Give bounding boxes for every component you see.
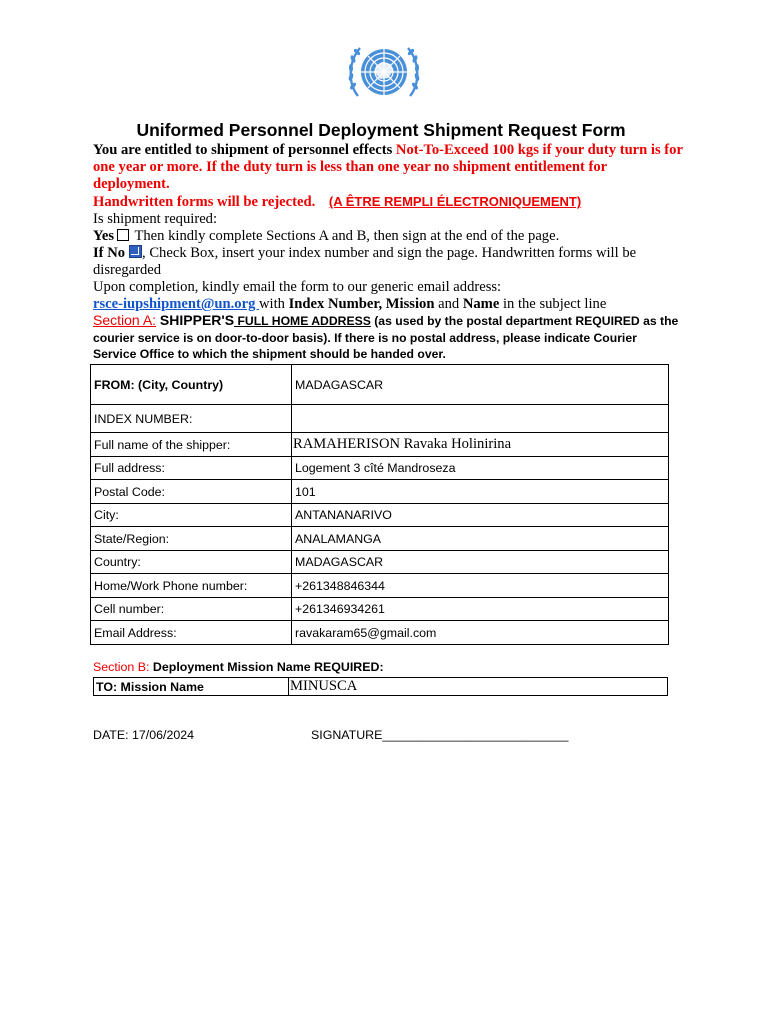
table-row <box>91 480 669 504</box>
table-row <box>91 551 669 574</box>
name-label: Full name of the shipper: <box>91 433 292 457</box>
section-b-label: Section B: <box>93 660 150 674</box>
country-label: Country: <box>91 551 292 574</box>
shipper-table <box>90 364 669 645</box>
table-row <box>91 504 669 527</box>
table-row <box>91 574 669 598</box>
city-field[interactable]: ANTANANARIVO <box>292 504 669 527</box>
handwritten-warning <box>93 193 683 211</box>
no-label: If No <box>93 245 126 261</box>
email-link[interactable]: rsce-iupshipment@un.org <box>93 296 260 312</box>
yes-label: Yes <box>93 228 115 244</box>
email-field[interactable]: ravakaram65@gmail.com <box>292 621 669 645</box>
mission-table <box>93 677 668 696</box>
shippers-text: SHIPPER'S <box>156 312 235 328</box>
cell-field[interactable]: +261346934261 <box>292 598 669 621</box>
table-row <box>91 365 669 405</box>
phone-field[interactable]: +261348846344 <box>292 574 669 598</box>
shipment-question: Is shipment required: <box>93 211 218 227</box>
entitled-prefix: You are entitled to shipment of personnel effects <box>93 142 396 158</box>
mission-label: TO: Mission Name <box>94 678 289 696</box>
entitled-limit-cont: . If the duty turn is less than one year no shipment entitlement for deployment. <box>93 159 607 192</box>
date-field[interactable]: DATE: 17/06/2024 <box>93 728 195 742</box>
entitlement-paragraph <box>93 142 683 193</box>
table-row <box>91 433 669 457</box>
signature-field[interactable]: SIGNATURE___________________________ <box>311 728 569 742</box>
email-label: Email Address: <box>91 621 292 645</box>
address-label: Full address: <box>91 457 292 480</box>
form-title: Uniformed Personnel Deployment Shipment Request Form <box>136 120 626 140</box>
no-checkbox[interactable] <box>129 245 142 258</box>
and-text: and <box>434 296 463 312</box>
section-a-description: (as used by the postal department REQUIRED as the courier service is on door-to-door basis). If there is no postal address, please indicate Courier Service Office to which the shipment should be handed over. <box>93 314 679 361</box>
index-field[interactable] <box>292 405 669 433</box>
section-a-label: Section A: <box>93 312 157 328</box>
state-field[interactable]: ANALAMANGA <box>292 527 669 551</box>
un-emblem-icon <box>346 42 422 104</box>
table-row <box>94 678 668 696</box>
table-row <box>91 527 669 551</box>
no-text: , Check Box, insert your index number and sign the page. Handwritten forms will be disregarded <box>93 245 637 278</box>
table-row <box>91 457 669 480</box>
subject-line-text: in the subject line <box>499 296 607 312</box>
intro-text <box>93 142 683 313</box>
yes-checkbox[interactable] <box>117 229 129 241</box>
section-a-heading <box>93 312 683 363</box>
city-label: City: <box>91 504 292 527</box>
name-field[interactable]: RAMAHERISON Ravaka Holinirina <box>292 433 669 457</box>
table-row <box>91 598 669 621</box>
state-label: State/Region: <box>91 527 292 551</box>
index-label: INDEX NUMBER: <box>91 405 292 433</box>
handwritten-rejected: Handwritten forms will be rejected. <box>93 194 316 210</box>
from-label: FROM: (City, Country) <box>91 365 292 405</box>
no-option <box>93 245 683 279</box>
country-field[interactable]: MADAGASCAR <box>292 551 669 574</box>
section-b-heading <box>93 660 384 674</box>
yes-option <box>93 228 683 245</box>
mission-field[interactable]: MINUSCA <box>289 678 668 696</box>
postal-field[interactable]: 101 <box>292 480 669 504</box>
table-row <box>91 405 669 433</box>
from-field[interactable]: MADAGASCAR <box>292 365 669 405</box>
address-field[interactable]: Logement 3 cîté Mandroseza <box>292 457 669 480</box>
entitled-limit: Not-To-Exceed 100 kgs if your duty turn is for one year or more <box>93 142 683 175</box>
full-home-address-text: FULL HOME ADDRESS <box>234 314 371 328</box>
table-row <box>91 621 669 645</box>
section-b-description: Deployment Mission Name REQUIRED: <box>149 660 384 674</box>
phone-label: Home/Work Phone number: <box>91 574 292 598</box>
with-text: with <box>259 296 289 312</box>
postal-label: Postal Code: <box>91 480 292 504</box>
cell-label: Cell number: <box>91 598 292 621</box>
electronic-note: (A ÊTRE REMPLI ÉLECTRONIQUEMENT) <box>328 194 582 209</box>
name-text: Name <box>462 296 500 312</box>
index-number-text: Index Number, Mission <box>288 296 435 312</box>
yes-text: Then kindly complete Sections A and B, then sign at the end of the page. <box>131 228 560 244</box>
email-instructions <box>93 296 683 313</box>
upon-completion: Upon completion, kindly email the form to our generic email address: <box>93 279 502 295</box>
